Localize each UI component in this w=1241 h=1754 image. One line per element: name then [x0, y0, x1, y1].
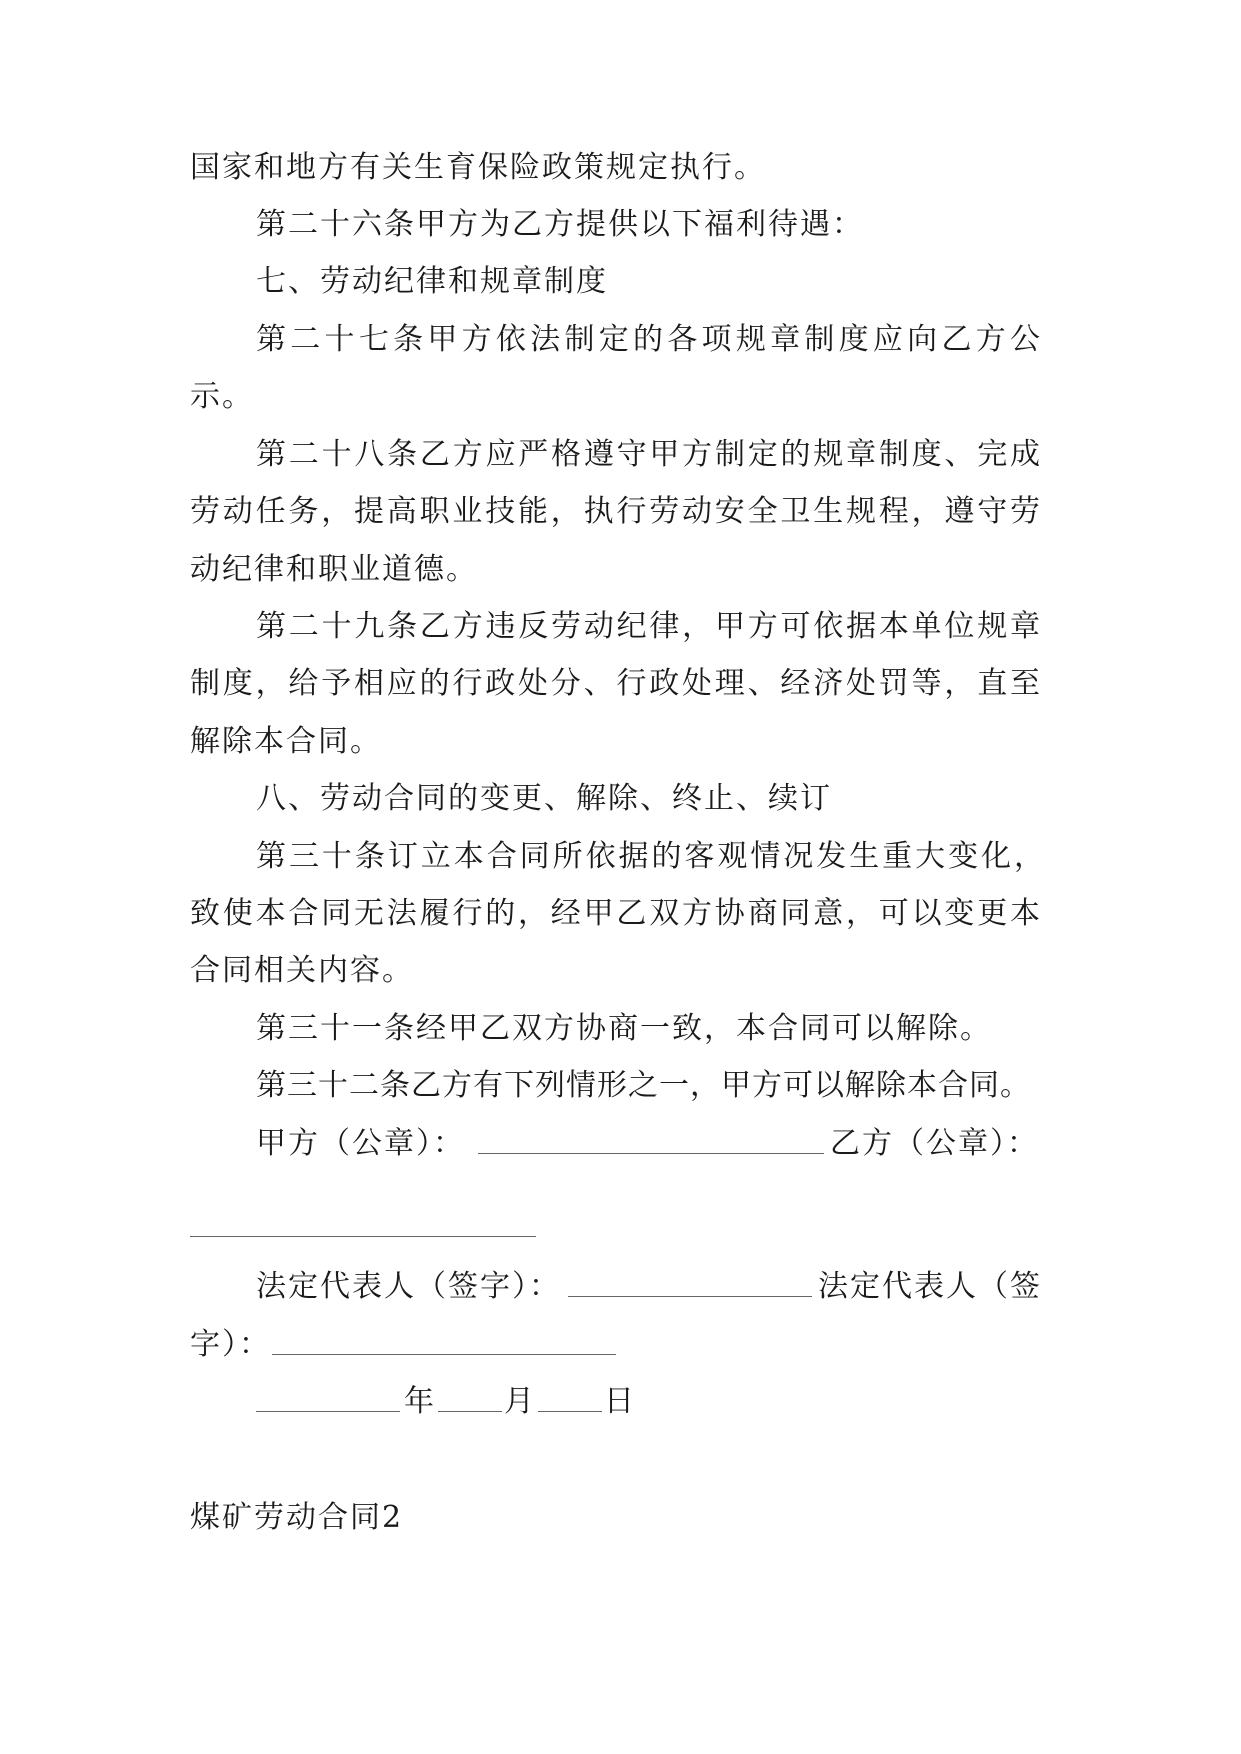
clause-28: 第二十八条乙方应严格遵守甲方制定的规章制度、完成: [256, 437, 1042, 472]
day-label: 日: [604, 1384, 636, 1419]
rep-b-label: 法定代表人（签: [818, 1269, 1042, 1304]
clause-27: 第二十七条甲方依法制定的各项规章制度应向乙方公: [256, 322, 1042, 357]
paragraph-line: 致使本合同无法履行的，经甲乙双方协商同意，可以变更本: [190, 896, 1042, 931]
year-blank: [256, 1411, 400, 1412]
party-b-seal-label: 乙方（公章）：: [830, 1126, 1039, 1161]
section-heading-8: 八、劳动合同的变更、解除、终止、续订: [256, 781, 832, 816]
clause-32: 第三十二条乙方有下列情形之一，甲方可以解除本合同。: [256, 1068, 1031, 1103]
party-a-seal-blank: [478, 1153, 824, 1154]
paragraph-line: 合同相关内容。: [190, 953, 414, 988]
month-blank: [438, 1411, 502, 1412]
paragraph-line: 解除本合同。: [190, 724, 382, 759]
rep-a-blank: [568, 1296, 812, 1297]
paragraph-line: 动纪律和职业道德。: [190, 552, 478, 587]
day-blank: [538, 1411, 602, 1412]
rep-b-label-cont: 字）：: [190, 1327, 271, 1362]
clause-31: 第三十一条经甲乙双方协商一致，本合同可以解除。: [256, 1011, 992, 1046]
clause-29: 第二十九条乙方违反劳动纪律，甲方可依据本单位规章: [256, 609, 1042, 644]
clause-26: 第二十六条甲方为乙方提供以下福利待遇：: [256, 207, 864, 242]
rep-a-label: 法定代表人（签字）：: [256, 1269, 561, 1304]
month-label: 月: [504, 1384, 536, 1419]
party-a-seal-label: 甲方（公章）：: [256, 1126, 465, 1161]
paragraph-line: 制度，给予相应的行政处分、行政处理、经济处罚等，直至: [190, 666, 1042, 701]
paragraph-line: 国家和地方有关生育保险政策规定执行。: [190, 150, 766, 185]
paragraph-line: 劳动任务，提高职业技能，执行劳动安全卫生规程，遵守劳: [190, 494, 1042, 529]
rep-b-blank: [272, 1354, 616, 1355]
section-heading-7: 七、劳动纪律和规章制度: [256, 264, 608, 299]
next-document-title: 煤矿劳动合同2: [190, 1500, 404, 1535]
clause-30: 第三十条订立本合同所依据的客观情况发生重大变化，: [256, 839, 1046, 874]
party-b-seal-blank: [190, 1236, 536, 1237]
year-label: 年: [404, 1384, 436, 1419]
paragraph-line: 示。: [190, 379, 254, 414]
